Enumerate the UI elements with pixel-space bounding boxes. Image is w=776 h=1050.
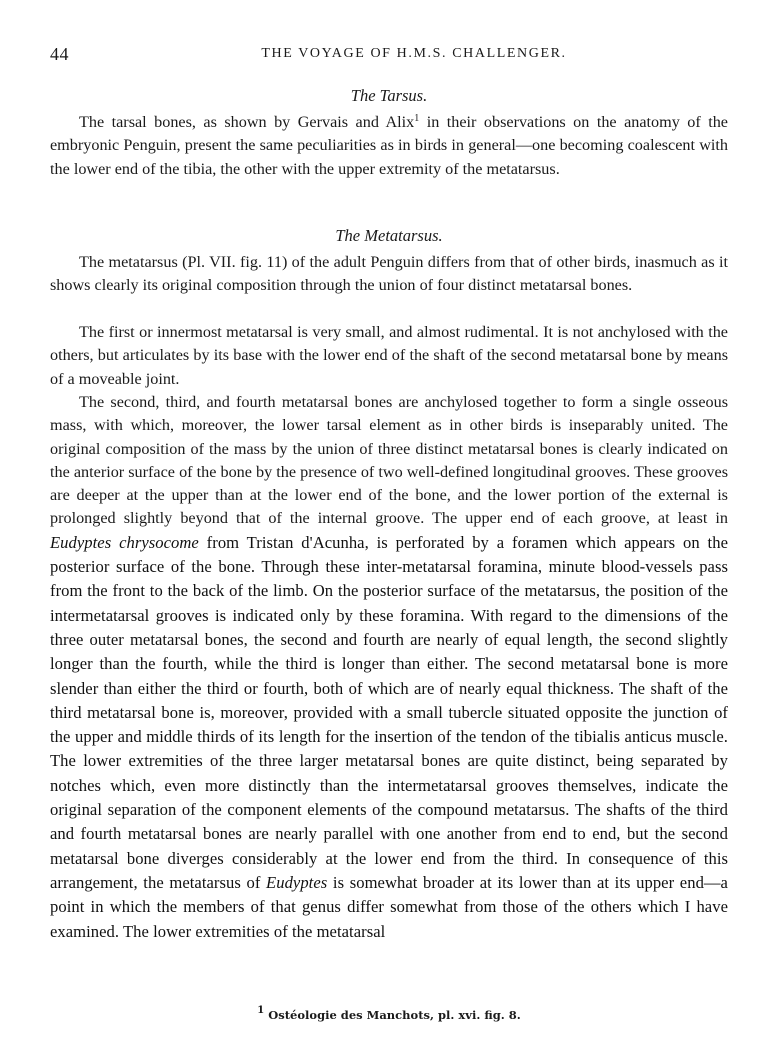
page-number: 44 bbox=[50, 44, 69, 64]
section-heading-metatarsus: The Metatarsus. bbox=[335, 226, 443, 245]
genus-name: Eudyptes bbox=[266, 872, 328, 892]
running-title: THE VOYAGE OF H.M.S. CHALLENGER. bbox=[261, 46, 567, 61]
paragraph-metatarsus-intro: The metatarsus (Pl. VII. fig. 11) of the adult Penguin differs from that of other birds, inasmuch as it shows clearly its original composition through the union of four distinct metatarsal bones. bbox=[50, 253, 728, 295]
paragraph-text: The tarsal bones, as shown by Gervais and Alix bbox=[79, 113, 415, 131]
page-header bbox=[50, 44, 728, 66]
paragraph-metatarsal-bones bbox=[50, 391, 728, 944]
paragraph-first-metatarsal: The first or innermost metatarsal is very small, and almost rudimental. It is not anchylosed with the others, but articulates by its base with the lower end of the shaft of the second metatarsal bone by means of a moveable joint. bbox=[50, 323, 728, 388]
footnote-text: Ostéologie des Manchots, pl. xvi. fig. 8. bbox=[268, 1008, 521, 1022]
paragraph-text: from Tristan d'Acunha, is perforated by a foramen which appears on the posterior surface of the bone. Through these inter-metatarsal foramina, minute blood-vessels pass from the front to the back of the limb. On the posterior surface of the metatarsus, the position of the intermetatarsal grooves is indicated only by these foramina. With regard to the dimensions of the three outer metatarsal bones, the second and fourth are nearly of equal length, the second slightly longer than the fourth, while the third is longer than either. The second metatarsal bone is more slender than either the third or fourth, both of which are of nearly equal thickness. The shaft of the third metatarsal bone is, moreover, provided with a small tubercle situated opposite the junction of the upper and middle thirds of its length for the insertion of the tendon of the tibialis anticus muscle. The lower extremities of the three larger metatarsal bones are quite distinct, being separated by notches which, even more distinctly than the intermetatarsal grooves themselves, indicate the original separation of the component elements of the compound metatarsus. The shafts of the third and fourth metatarsal bones are nearly parallel with one another from end to end, but the second metatarsal bone diverges considerably at the lower end from the third. In consequence of this arrangement, the metatarsus of bbox=[50, 532, 728, 892]
paragraph-tarsus bbox=[50, 111, 728, 181]
footnote-marker: 1 bbox=[414, 113, 420, 124]
footnote bbox=[50, 1005, 728, 1022]
species-name: Eudyptes chrysocome bbox=[50, 532, 199, 552]
footnote-mark: 1 bbox=[257, 1005, 265, 1016]
section-heading-tarsus: The Tarsus. bbox=[350, 86, 428, 105]
paragraph-text: The second, third, and fourth metatarsal bones are anchylosed together to form a single osseous mass, with which, moreover, the lower tarsal element as in other birds is inseparably united. The original composition of the mass by the union of three distinct metatarsal bones is clearly indicated on the anterior surface of the bone by the presence of two well-defined longitudinal grooves. These grooves are deeper at the upper than at the lower end of the bone, and the lower portion of the external is prolonged slightly beyond that of the internal groove. The upper end of each groove, at least in bbox=[50, 393, 728, 528]
paragraph-text: in their observations on the anatomy of the embryonic Penguin, present the same peculiarities as in birds in general—one becoming coalescent with the lower end of the tibia, the other with the upper extremity of the metatarsus. bbox=[50, 113, 728, 178]
paragraph-text: is somewhat broader at its lower than at its upper end—a point in which the members of that genus differ somewhat from those of the others which I have examined. The lower extremities of the metatarsal bbox=[50, 872, 728, 941]
